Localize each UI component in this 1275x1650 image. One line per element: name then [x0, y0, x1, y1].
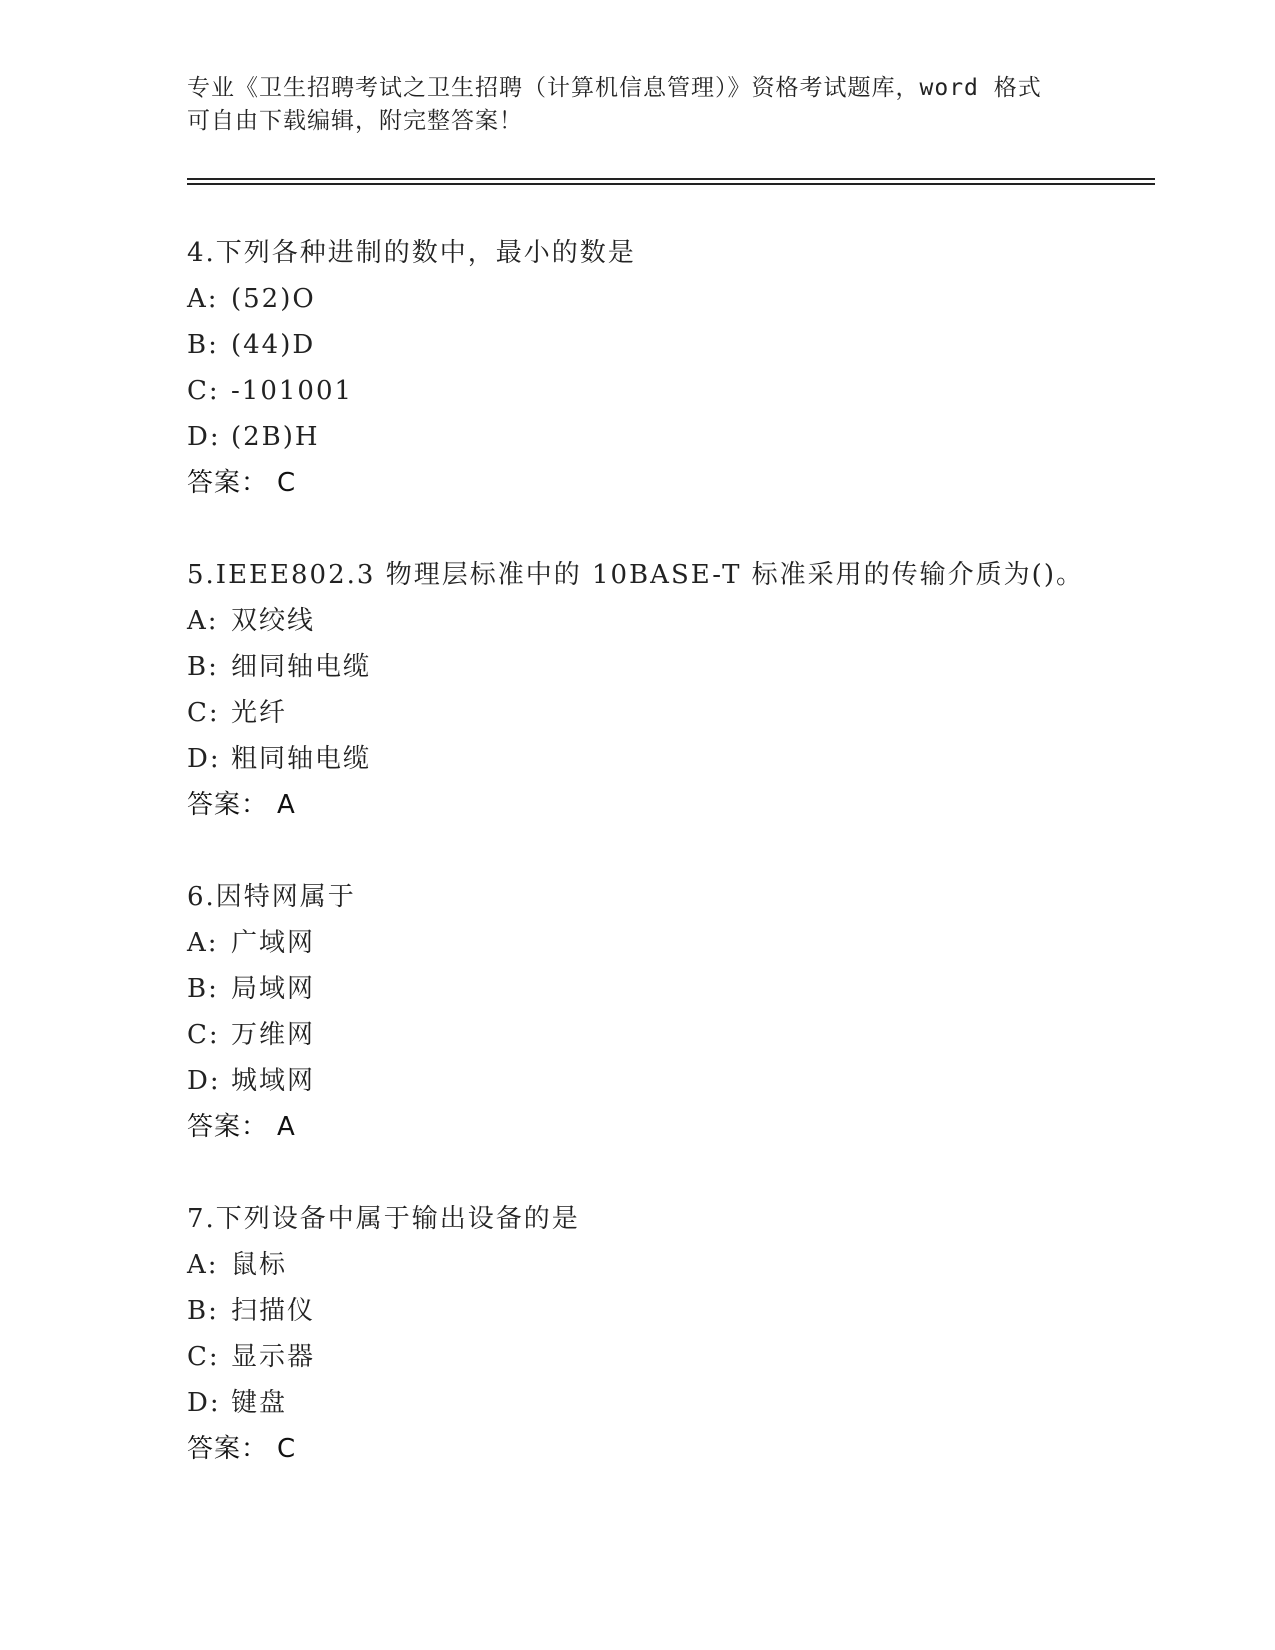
- question-option: [187, 368, 1147, 414]
- answer-label: 答案：: [187, 790, 269, 820]
- option-key: A:: [187, 928, 219, 958]
- header-rule-top: [187, 178, 1155, 180]
- answer-label: 答案：: [187, 468, 269, 498]
- question-block: [187, 1196, 1147, 1472]
- question-answer: [187, 460, 1147, 506]
- answer-label: 答案：: [187, 1112, 269, 1142]
- header-line-2: 可自由下载编辑，附完整答案！: [187, 108, 523, 134]
- question-option: [187, 1288, 1147, 1334]
- question-option: [187, 644, 1147, 690]
- option-text: 扫描仪: [231, 1296, 316, 1326]
- question-option: [187, 690, 1147, 736]
- option-text: (2B)H: [231, 422, 320, 452]
- question-option: [187, 276, 1147, 322]
- question-option: [187, 1334, 1147, 1380]
- question-block: [187, 874, 1147, 1150]
- option-text: 城域网: [231, 1066, 316, 1096]
- header-rule-bottom: [187, 183, 1155, 185]
- option-key: A:: [187, 606, 219, 636]
- question-option: [187, 736, 1147, 782]
- option-text: 万维网: [231, 1020, 316, 1050]
- answer-value: C: [277, 468, 297, 498]
- option-key: B:: [187, 974, 219, 1004]
- question-option: [187, 920, 1147, 966]
- option-text: 粗同轴电缆: [231, 744, 372, 774]
- option-text: 鼠标: [231, 1250, 288, 1280]
- answer-label: 答案：: [187, 1434, 269, 1464]
- option-text: (52)O: [231, 284, 316, 314]
- question-option: [187, 1012, 1147, 1058]
- question-answer: [187, 782, 1147, 828]
- question-option: [187, 1242, 1147, 1288]
- header-line-1: 专业《卫生招聘考试之卫生招聘（计算机信息管理）》资格考试题库，word 格式: [187, 75, 1042, 101]
- question-option: [187, 1058, 1147, 1104]
- option-key: C:: [187, 1020, 220, 1050]
- option-text: 双绞线: [231, 606, 316, 636]
- option-key: B:: [187, 330, 219, 360]
- question-title: 5.IEEE802.3 物理层标准中的 10BASE-T 标准采用的传输介质为()。: [187, 560, 1084, 590]
- answer-value: A: [277, 790, 296, 820]
- question-option: [187, 1380, 1147, 1426]
- question-answer: [187, 1426, 1147, 1472]
- option-text: 广域网: [231, 928, 316, 958]
- question-title: 4.下列各种进制的数中，最小的数是: [187, 238, 636, 268]
- option-text: (44)D: [231, 330, 316, 360]
- option-key: D:: [187, 744, 221, 774]
- document-header: [187, 72, 1067, 138]
- question-answer: [187, 1104, 1147, 1150]
- option-text: 局域网: [231, 974, 316, 1004]
- question-block: [187, 552, 1147, 828]
- option-key: B:: [187, 1296, 219, 1326]
- option-key: B:: [187, 652, 219, 682]
- answer-value: C: [277, 1434, 297, 1464]
- question-option: [187, 598, 1147, 644]
- answer-value: A: [277, 1112, 296, 1142]
- question-title: 6.因特网属于: [187, 882, 356, 912]
- option-key: A:: [187, 1250, 219, 1280]
- option-key: D:: [187, 422, 221, 452]
- question-title: 7.下列设备中属于输出设备的是: [187, 1204, 580, 1234]
- option-text: 键盘: [231, 1388, 288, 1418]
- option-key: D:: [187, 1066, 221, 1096]
- question-option: [187, 414, 1147, 460]
- option-key: C:: [187, 1342, 220, 1372]
- option-key: C:: [187, 376, 220, 406]
- question-option: [187, 322, 1147, 368]
- option-text: 细同轴电缆: [231, 652, 372, 682]
- question-option: [187, 966, 1147, 1012]
- option-text: 光纤: [231, 698, 288, 728]
- option-key: C:: [187, 698, 220, 728]
- option-text: -101001: [231, 376, 354, 406]
- option-key: D:: [187, 1388, 221, 1418]
- option-key: A:: [187, 284, 219, 314]
- question-block: [187, 230, 1147, 506]
- option-text: 显示器: [231, 1342, 316, 1372]
